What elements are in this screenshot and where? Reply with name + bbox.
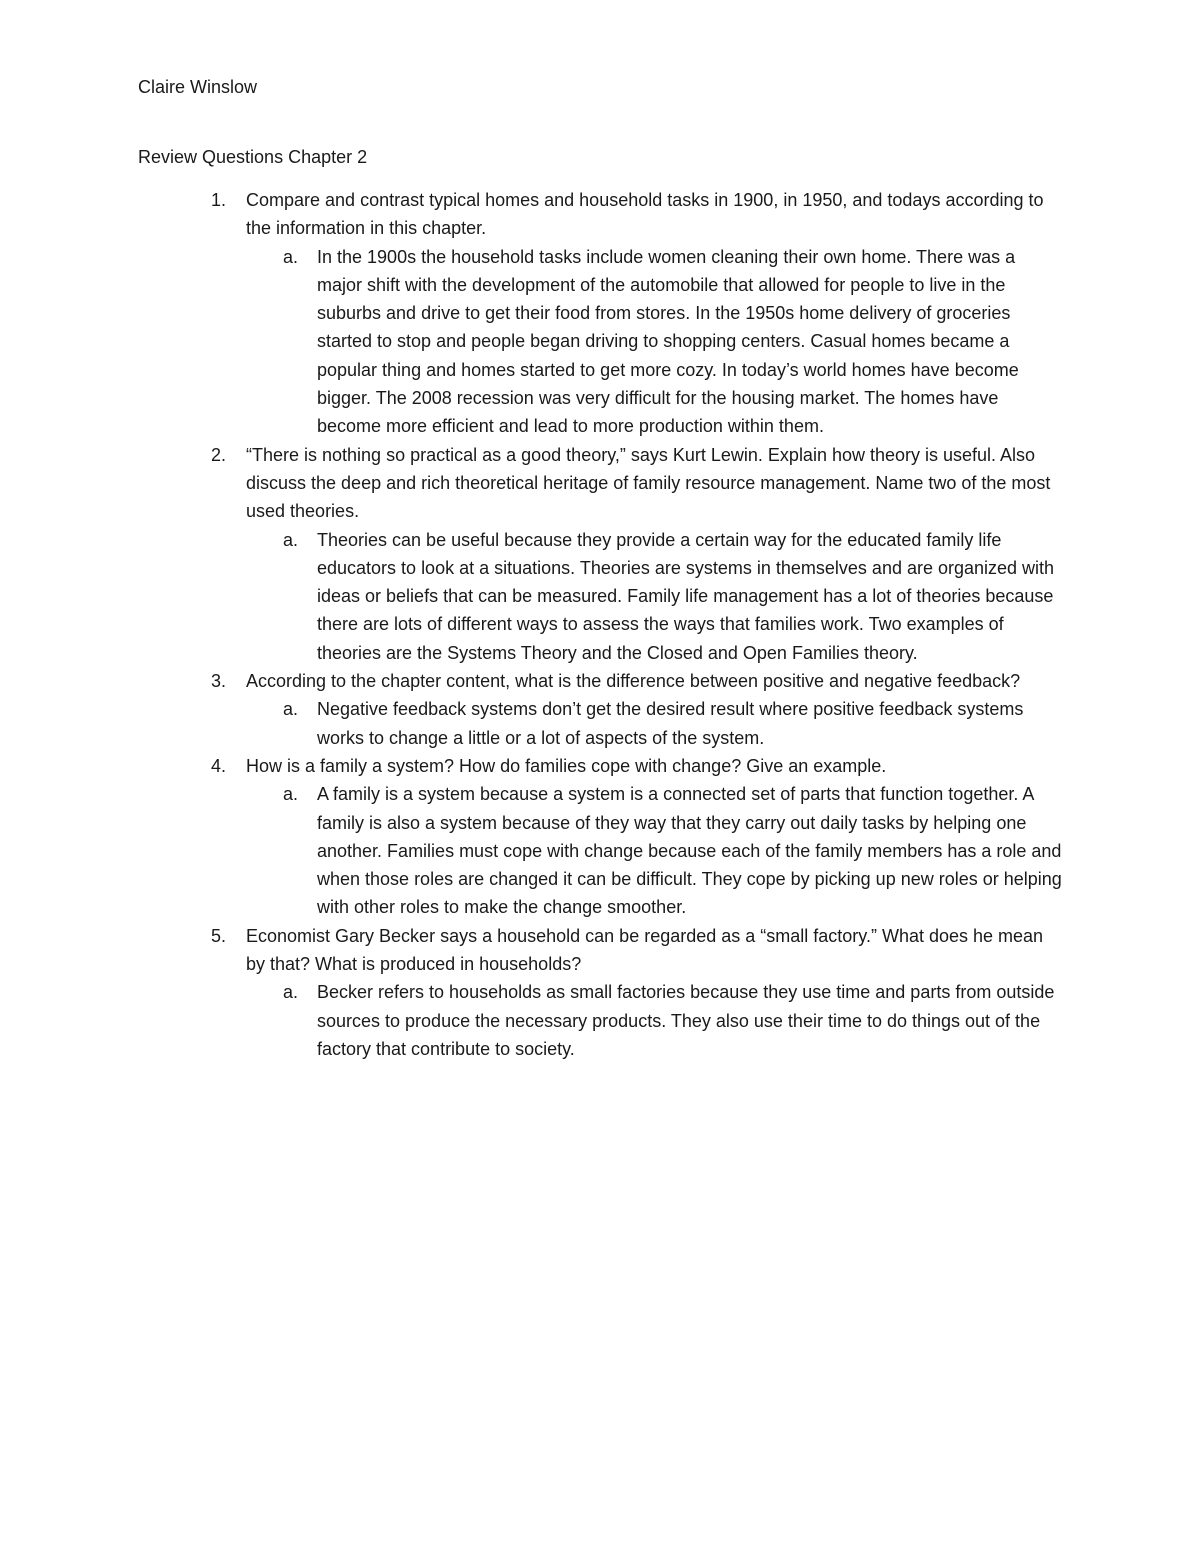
answer-item: [246, 695, 1064, 752]
question-number: 5.: [211, 925, 227, 946]
answer-text: In the 1900s the household tasks include women cleaning their own home. There was a major shift with the development of the automobile that allowed for people to live in the suburbs and drive to get their food from stores. In the 1950s home delivery of groceries started to stop and people began driving to shopping centers. Casual homes became a popular thing and homes started to get more cozy. In today’s world homes have become bigger. The 2008 recession was very difficult for the housing market. The homes have become more efficient and lead to more production within them.: [317, 246, 1019, 437]
question-text: “There is nothing so practical as a good theory,” says Kurt Lewin. Explain how theory is useful. Also discuss the deep and rich theoretical heritage of family resource management. Name two of the most used theories.: [246, 444, 1051, 522]
answer-item: [246, 780, 1064, 921]
answer-list: [246, 695, 1066, 752]
question-number: 4.: [211, 755, 227, 776]
answer-item: [246, 526, 1064, 667]
question-item-4: [0, 752, 1066, 922]
answer-marker: a.: [283, 246, 299, 267]
answer-text: Negative feedback systems don’t get the desired result where positive feedback systems works to change a little or a lot of aspects of the system.: [317, 699, 1024, 748]
answer-text: Becker refers to households as small factories because they use time and parts from outside sources to produce the necessary products. They also use their time to do things out of the factory that contribute to society.: [317, 982, 1055, 1059]
question-list: [0, 186, 1200, 1063]
question-item-2: [0, 441, 1066, 667]
question-item-3: [0, 667, 1066, 752]
document-title: Review Questions Chapter 2: [138, 147, 368, 167]
author-name: Claire Winslow: [138, 77, 258, 97]
question-text: How is a family a system? How do families cope with change? Give an example.: [246, 755, 887, 776]
question-text: According to the chapter content, what is the difference between positive and negative feedback?: [246, 671, 1021, 692]
answer-marker: a.: [283, 529, 299, 550]
question-item-5: [0, 922, 1066, 1063]
answer-item: [246, 243, 1064, 441]
question-number: 2.: [211, 444, 227, 465]
answer-marker: a.: [283, 982, 299, 1003]
question-number: 3.: [211, 671, 227, 692]
answer-text: Theories can be useful because they provide a certain way for the educated family life educators to look at a situations. Theories are systems in themselves and are organized with ideas or beliefs that can be measured. Family life management has a lot of theories because there are lots of different ways to assess the ways that families work. Two examples of theories are the Systems Theory and the Closed and Open Families theory.: [317, 529, 1055, 663]
answer-list: [246, 978, 1066, 1063]
question-text: Compare and contrast typical homes and household tasks in 1900, in 1950, and todays according to the information in this chapter.: [246, 190, 1044, 239]
answer-marker: a.: [283, 784, 299, 805]
answer-list: [246, 243, 1066, 441]
answer-marker: a.: [283, 699, 299, 720]
answer-list: [246, 526, 1066, 667]
answer-text: A family is a system because a system is a connected set of parts that function together. A family is also a system because of they way that they carry out daily tasks by helping one another. Families must cope with change because each of the family members has a role and when those roles are changed it can be difficult. They cope by picking up new roles or helping with other roles to make the change smoother.: [317, 784, 1062, 918]
question-text: Economist Gary Becker says a household can be regarded as a “small factory.” What does he mean by that? What is produced in households?: [246, 925, 1044, 975]
question-number: 1.: [211, 190, 227, 210]
question-item-1: [0, 186, 1066, 441]
answer-item: [246, 978, 1064, 1063]
answer-list: [246, 780, 1066, 921]
